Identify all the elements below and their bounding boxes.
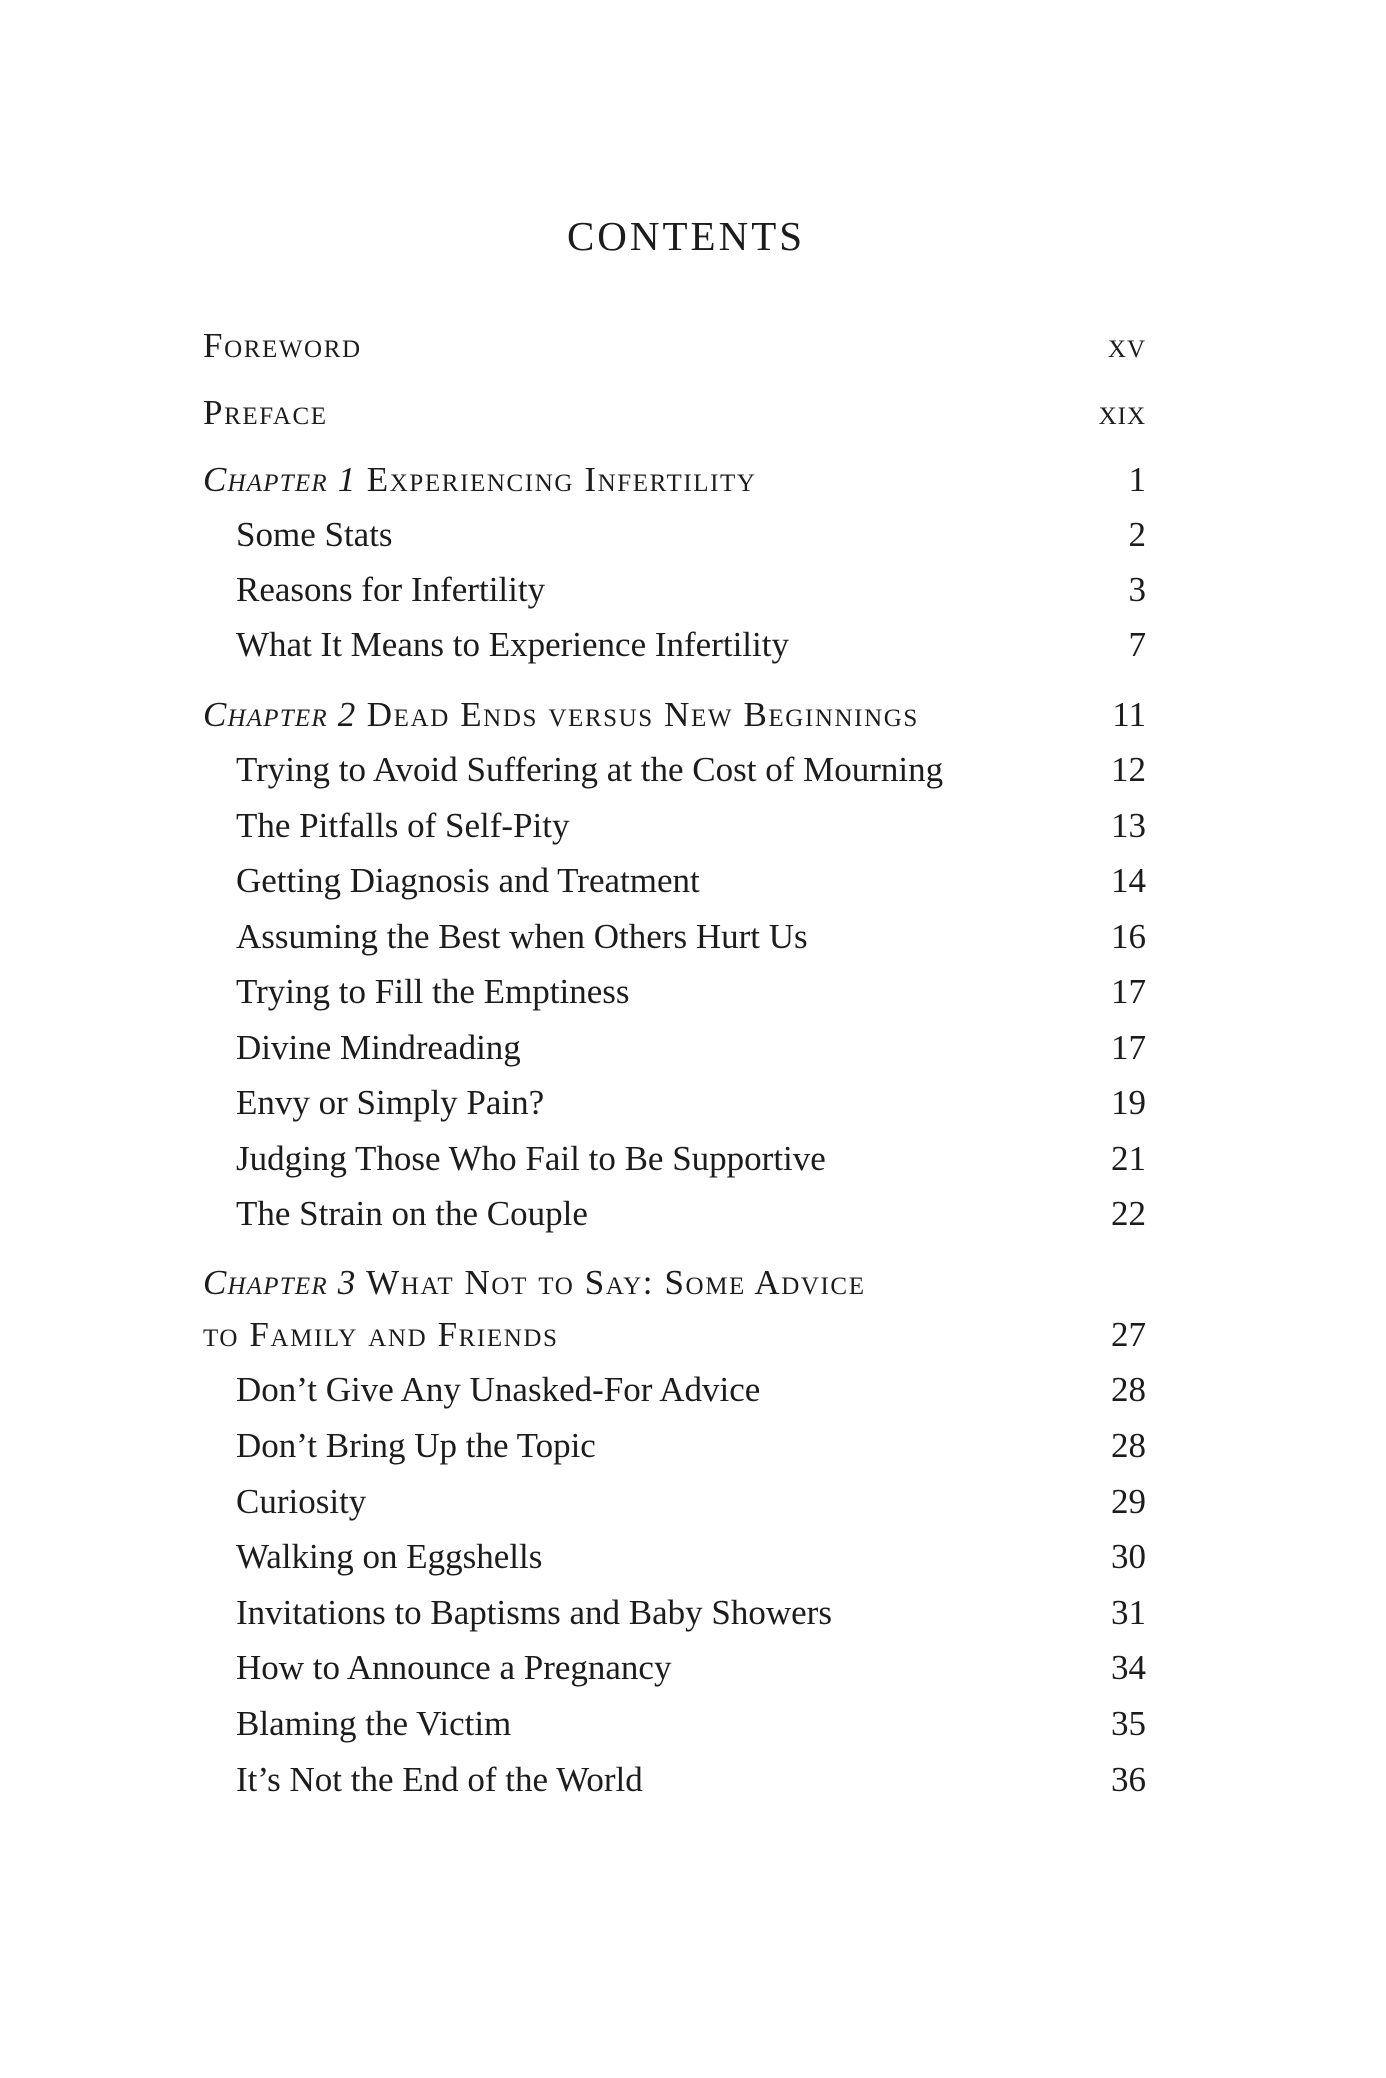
chapter-title-line-1: What Not to Say: Some Advice bbox=[366, 1263, 866, 1302]
toc-page-number: 2 bbox=[1128, 515, 1146, 554]
toc-page-number: 29 bbox=[1111, 1482, 1146, 1521]
section-title: Getting Diagnosis and Treatment bbox=[236, 861, 700, 900]
toc-page-number: 27 bbox=[1111, 1315, 1146, 1354]
toc-chapter-2[interactable] bbox=[203, 695, 1146, 735]
section-title: The Pitfalls of Self-Pity bbox=[236, 806, 570, 845]
toc-page-number: xv bbox=[1107, 326, 1146, 365]
toc-section[interactable] bbox=[203, 1426, 1146, 1466]
section-title: Judging Those Who Fail to Be Supportive bbox=[236, 1139, 826, 1178]
toc-page-number: 13 bbox=[1111, 806, 1146, 845]
chapter-number: Chapter 1 bbox=[203, 460, 357, 499]
chapter-title: Dead Ends versus New Beginnings bbox=[366, 695, 919, 734]
toc-page-number: 1 bbox=[1128, 460, 1146, 499]
toc-chapter-1[interactable] bbox=[203, 460, 1146, 500]
toc-section[interactable] bbox=[203, 1648, 1146, 1688]
toc-page-number: 28 bbox=[1111, 1426, 1146, 1465]
toc-section[interactable] bbox=[203, 1482, 1146, 1522]
section-title: How to Announce a Pregnancy bbox=[236, 1648, 672, 1687]
toc-entry-preface[interactable] bbox=[203, 393, 1146, 433]
chapter-title-line-2: to Family and Friends bbox=[203, 1315, 559, 1354]
toc-entry-label: Foreword bbox=[203, 326, 362, 365]
toc-page-number: 19 bbox=[1111, 1083, 1146, 1122]
section-title: Invitations to Baptisms and Baby Showers bbox=[236, 1593, 832, 1632]
chapter-number: Chapter 3 bbox=[203, 1263, 357, 1302]
toc-section[interactable] bbox=[203, 917, 1146, 957]
toc-page-number: 11 bbox=[1112, 695, 1146, 734]
section-title: Trying to Avoid Suffering at the Cost of Mourning bbox=[236, 750, 944, 789]
toc-page-number: 30 bbox=[1111, 1537, 1146, 1576]
toc-section[interactable] bbox=[203, 1704, 1146, 1744]
toc-section[interactable] bbox=[203, 1537, 1146, 1577]
toc-page-number: 21 bbox=[1111, 1139, 1146, 1178]
toc-section[interactable] bbox=[203, 972, 1146, 1012]
toc-section[interactable] bbox=[203, 1028, 1146, 1068]
toc-page-number: 7 bbox=[1128, 625, 1146, 664]
toc-section[interactable] bbox=[203, 1370, 1146, 1410]
section-title: Blaming the Victim bbox=[236, 1704, 512, 1743]
toc-entry-foreword[interactable] bbox=[203, 326, 1146, 366]
toc-section[interactable] bbox=[203, 570, 1146, 610]
chapter-heading bbox=[203, 695, 919, 735]
section-title: Curiosity bbox=[236, 1482, 367, 1521]
toc-entry-label: Preface bbox=[203, 393, 328, 432]
page-title: CONTENTS bbox=[566, 213, 806, 259]
section-title: Trying to Fill the Emptiness bbox=[236, 972, 630, 1011]
toc-chapter-3[interactable] bbox=[203, 1263, 1146, 1303]
toc-section[interactable] bbox=[203, 861, 1146, 901]
toc-section[interactable] bbox=[203, 515, 1146, 555]
toc-section[interactable] bbox=[203, 750, 1146, 790]
chapter-heading bbox=[203, 1263, 866, 1303]
toc-page-number: 22 bbox=[1111, 1194, 1146, 1233]
toc-page-number: 12 bbox=[1111, 750, 1146, 789]
chapter-title: Experiencing Infertility bbox=[366, 460, 757, 499]
chapter-number: Chapter 2 bbox=[203, 695, 357, 734]
section-title: It’s Not the End of the World bbox=[236, 1760, 643, 1799]
toc-section[interactable] bbox=[203, 1760, 1146, 1800]
toc-section[interactable] bbox=[203, 1593, 1146, 1633]
section-title: Reasons for Infertility bbox=[236, 570, 546, 609]
section-title: Walking on Eggshells bbox=[236, 1537, 543, 1576]
toc-page-number: 28 bbox=[1111, 1370, 1146, 1409]
chapter-heading bbox=[203, 460, 757, 500]
section-title: Envy or Simply Pain? bbox=[236, 1083, 545, 1122]
section-title: The Strain on the Couple bbox=[236, 1194, 588, 1233]
section-title: Assuming the Best when Others Hurt Us bbox=[236, 917, 808, 956]
toc-page-number: 35 bbox=[1111, 1704, 1146, 1743]
toc-section[interactable] bbox=[203, 806, 1146, 846]
toc-chapter-3-continued[interactable] bbox=[203, 1315, 1146, 1355]
section-title: Divine Mindreading bbox=[236, 1028, 521, 1067]
toc-page-number: 17 bbox=[1111, 972, 1146, 1011]
toc-section[interactable] bbox=[203, 1194, 1146, 1234]
toc-page-number: 34 bbox=[1111, 1648, 1146, 1687]
section-title: What It Means to Experience Infertility bbox=[236, 625, 789, 664]
toc-page-number: 31 bbox=[1111, 1593, 1146, 1632]
toc-page-number: 36 bbox=[1111, 1760, 1146, 1799]
toc-section[interactable] bbox=[203, 1139, 1146, 1179]
toc-page-number: 16 bbox=[1111, 917, 1146, 956]
section-title: Some Stats bbox=[236, 515, 393, 554]
section-title: Don’t Bring Up the Topic bbox=[236, 1426, 596, 1465]
toc-page-number: 17 bbox=[1111, 1028, 1146, 1067]
toc-page-number: 14 bbox=[1111, 861, 1146, 900]
toc-section[interactable] bbox=[203, 1083, 1146, 1123]
toc-section[interactable] bbox=[203, 625, 1146, 665]
toc-page-number: 3 bbox=[1128, 570, 1146, 609]
toc-page-number: xix bbox=[1098, 393, 1146, 432]
section-title: Don’t Give Any Unasked-For Advice bbox=[236, 1370, 761, 1409]
